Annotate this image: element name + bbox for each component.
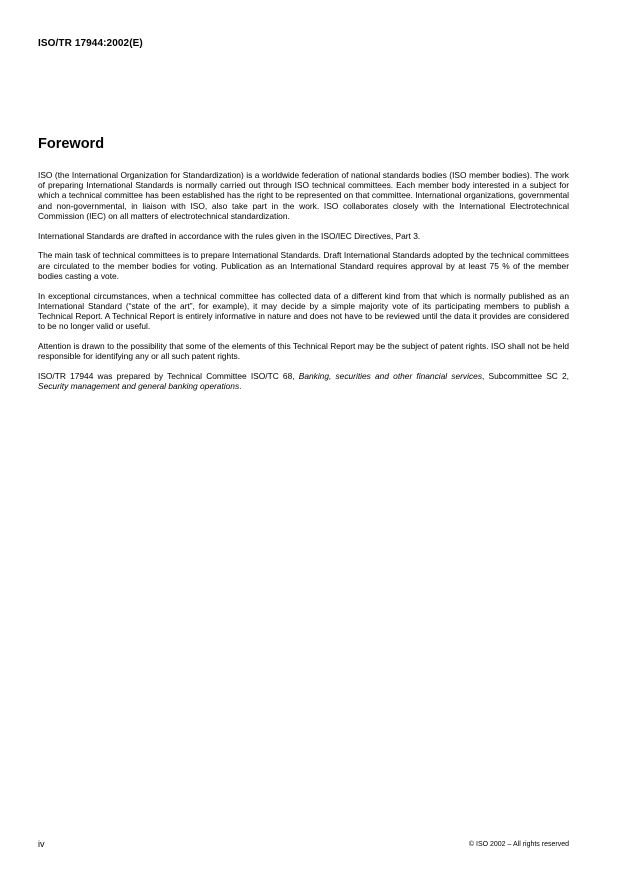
page-number: iv <box>38 839 45 849</box>
copyright-notice: © ISO 2002 – All rights reserved <box>468 841 569 848</box>
p6-text-3: . <box>239 381 242 392</box>
p6-text-2: , Subcommittee SC 2, <box>482 371 569 382</box>
foreword-heading: Foreword <box>38 136 105 152</box>
foreword-paragraph-1: ISO (the International Organization for Standardization) is a worldwide federation of national standards bodies (ISO member bodies). The work of preparing International Standards is normally carried out through ISO technical committees. Each member body interested in a subject for which a technical committee has been established has the right to be represented on that committee. International organizations, governmental and non-governmental, in liaison with ISO, also take part in the work. ISO collaborates closely with the International Electrotechnical Commission (IEC) on all matters of electrotechnical standardization. <box>38 170 569 221</box>
foreword-paragraph-5: Attention is drawn to the possibility that some of the elements of this Technical Report may be the subject of patent rights. ISO shall not be held responsible for identifying any or all such patent rights. <box>38 341 569 362</box>
p6-subcommittee-title: Security management and general banking operations <box>38 381 240 392</box>
document-id-header: ISO/TR 17944:2002(E) <box>38 38 143 49</box>
foreword-paragraph-4: In exceptional circumstances, when a technical committee has collected data of a different kind from that which is normally published as an International Standard (“state of the art”, for example), it may decide by a simple majority vote of its participating members to publish a Technical Report. A Technical Report is entirely informative in nature and does not have to be reviewed until the data it provides are considered to be no longer valid or useful. <box>38 290 569 332</box>
p6-committee-title: Banking, securities and other financial services <box>298 371 483 382</box>
p6-text-1: ISO/TR 17944 was prepared by Technical Committee ISO/TC 68, <box>38 371 299 382</box>
foreword-paragraph-3: The main task of technical committees is to prepare International Standards. Draft International Standards adopted by the technical committees are circulated to the member bodies for voting. Publication as an International Standard requires approval by at least 75 % of the member bodies casting a vote. <box>38 250 569 281</box>
foreword-body <box>38 170 569 401</box>
foreword-paragraph-6 <box>38 371 569 391</box>
foreword-paragraph-2: International Standards are drafted in accordance with the rules given in the ISO/IEC Directives, Part 3. <box>38 230 421 241</box>
